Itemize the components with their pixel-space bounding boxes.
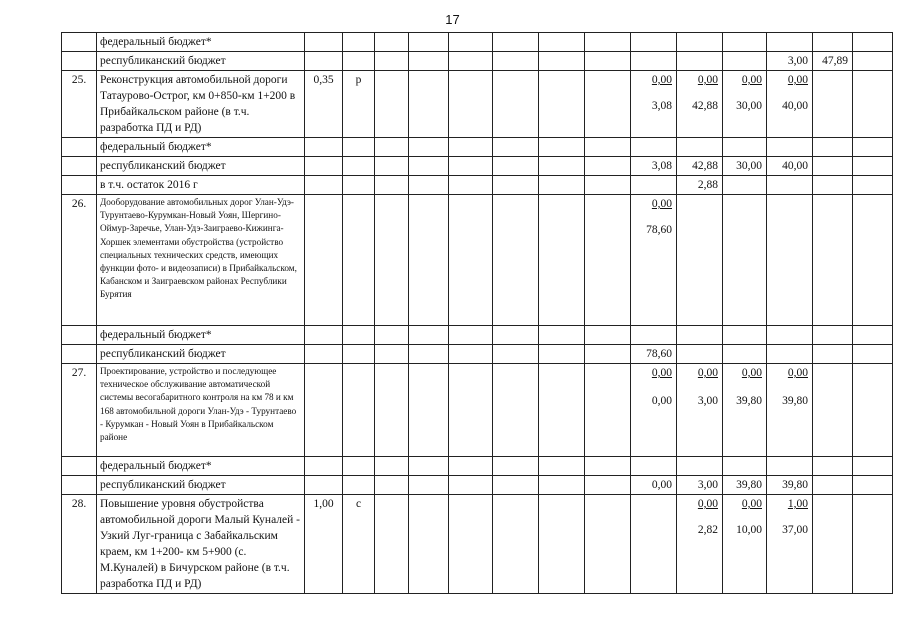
table-cell xyxy=(62,52,97,71)
value-cell: 39,80 xyxy=(736,395,762,407)
table-cell xyxy=(409,457,449,476)
table-cell xyxy=(585,457,631,476)
table-cell xyxy=(62,476,97,495)
table-cell xyxy=(813,495,853,594)
budget-label: федеральный бюджет* xyxy=(97,457,305,476)
table-cell xyxy=(677,457,723,476)
table-cell xyxy=(375,476,409,495)
table-cell xyxy=(305,52,343,71)
table-cell xyxy=(62,157,97,176)
table-cell xyxy=(585,176,631,195)
item-length: 0,35 xyxy=(305,71,343,138)
table-cell xyxy=(493,157,539,176)
value-cell: 2,82 xyxy=(697,524,718,536)
table-cell xyxy=(723,138,767,157)
table-cell xyxy=(585,476,631,495)
table-cell xyxy=(343,326,375,345)
table-cell xyxy=(677,364,723,457)
table-cell xyxy=(853,326,893,345)
table-cell xyxy=(493,71,539,138)
table-cell xyxy=(343,476,375,495)
table-row xyxy=(62,157,893,176)
table-row xyxy=(62,71,893,138)
table-cell xyxy=(813,33,853,52)
table-cell xyxy=(853,364,893,457)
table-cell xyxy=(585,364,631,457)
table-cell xyxy=(813,71,853,138)
table-cell xyxy=(449,138,493,157)
table-cell xyxy=(767,176,813,195)
table-cell xyxy=(343,52,375,71)
table-cell xyxy=(631,457,677,476)
table-cell xyxy=(723,364,767,457)
table-cell xyxy=(409,326,449,345)
budget-label: федеральный бюджет* xyxy=(97,326,305,345)
table-cell xyxy=(409,476,449,495)
table-cell xyxy=(375,157,409,176)
table-cell xyxy=(409,138,449,157)
table-cell xyxy=(723,345,767,364)
table-cell xyxy=(853,71,893,138)
table-cell xyxy=(343,345,375,364)
table-cell xyxy=(813,195,853,326)
table-cell xyxy=(343,457,375,476)
table-cell xyxy=(375,345,409,364)
table-cell xyxy=(449,157,493,176)
table-cell xyxy=(449,364,493,457)
table-cell xyxy=(723,176,767,195)
table-cell xyxy=(631,495,677,594)
table-cell xyxy=(343,157,375,176)
table-row xyxy=(62,495,893,594)
budget-label: республиканский бюджет xyxy=(97,345,305,364)
table-cell xyxy=(62,345,97,364)
table-cell xyxy=(539,52,585,71)
table-cell xyxy=(853,195,893,326)
value-cell: 37,00 xyxy=(782,524,808,536)
table-cell xyxy=(343,33,375,52)
table-cell xyxy=(585,33,631,52)
table-cell xyxy=(375,495,409,594)
table-cell xyxy=(677,345,723,364)
table-cell xyxy=(723,195,767,326)
table-cell xyxy=(62,326,97,345)
table-cell: 2,88 xyxy=(677,176,723,195)
item-number: 27. xyxy=(62,364,97,457)
value-cell: 3,08 xyxy=(651,100,672,112)
table-cell xyxy=(677,495,723,594)
table-cell xyxy=(305,195,343,326)
table-cell: 3,00 xyxy=(677,476,723,495)
budget-table xyxy=(61,32,893,594)
item-length: 1,00 xyxy=(305,495,343,594)
table-cell xyxy=(585,495,631,594)
table-cell xyxy=(409,364,449,457)
budget-label: республиканский бюджет xyxy=(97,476,305,495)
table-cell xyxy=(493,457,539,476)
budget-label: республиканский бюджет xyxy=(97,52,305,71)
table-cell xyxy=(677,138,723,157)
table-cell xyxy=(631,71,677,138)
table-cell xyxy=(449,195,493,326)
table-cell xyxy=(539,176,585,195)
value-cell: 0,00 xyxy=(651,198,672,210)
table-cell xyxy=(449,495,493,594)
table-cell xyxy=(631,138,677,157)
item-mark: р xyxy=(343,71,375,138)
table-cell xyxy=(853,52,893,71)
table-cell xyxy=(449,457,493,476)
table-row xyxy=(62,176,893,195)
table-cell xyxy=(539,457,585,476)
value-cell: 42,88 xyxy=(692,100,718,112)
table-cell: 39,80 xyxy=(723,476,767,495)
table-cell xyxy=(767,138,813,157)
table-cell xyxy=(493,326,539,345)
budget-label: федеральный бюджет* xyxy=(97,138,305,157)
table-cell xyxy=(305,364,343,457)
table-cell xyxy=(585,195,631,326)
table-cell xyxy=(677,326,723,345)
table-cell xyxy=(539,157,585,176)
table-cell xyxy=(723,52,767,71)
table-cell xyxy=(585,345,631,364)
item-description: Реконструкция автомобильной дороги Татаурово-Острог, км 0+850-км 1+200 в Прибайкальском районе (в т.ч. разработка ПД и РД) xyxy=(97,71,305,138)
table-cell xyxy=(375,457,409,476)
table-cell xyxy=(375,71,409,138)
table-cell xyxy=(305,457,343,476)
table-cell xyxy=(409,195,449,326)
table-cell xyxy=(305,157,343,176)
table-cell xyxy=(853,457,893,476)
table-cell xyxy=(539,495,585,594)
table-cell xyxy=(853,476,893,495)
table-cell: 78,60 xyxy=(631,345,677,364)
table-cell xyxy=(723,71,767,138)
table-cell xyxy=(585,326,631,345)
value-cell: 47,89 xyxy=(813,52,853,71)
table-cell: 0,00 xyxy=(631,476,677,495)
table-cell xyxy=(493,33,539,52)
value-cell: 0,00 xyxy=(697,74,718,86)
table-cell xyxy=(62,138,97,157)
table-cell xyxy=(449,326,493,345)
table-row xyxy=(62,457,893,476)
table-row xyxy=(62,138,893,157)
table-cell xyxy=(853,138,893,157)
table-cell xyxy=(343,138,375,157)
table-cell xyxy=(449,476,493,495)
table-cell xyxy=(813,157,853,176)
table-cell xyxy=(631,195,677,326)
table-cell xyxy=(813,457,853,476)
table-cell xyxy=(409,157,449,176)
value-cell: 3,00 xyxy=(767,52,813,71)
table-cell xyxy=(723,457,767,476)
table-cell xyxy=(375,52,409,71)
table-cell xyxy=(539,345,585,364)
table-cell xyxy=(409,33,449,52)
table-cell xyxy=(493,476,539,495)
item-description: Дооборудование автомобильных дорог Улан-Удэ-Турунтаево-Курумкан-Новый Уоян, Шергино-Оймур-Заречье, Улан-Удэ-Заиграево-Кижинга-Хоршек элементами обустройства (устройство специальных технических средств, имеющих функции фото- и видеозаписи) в Прибайкальском, Кабанском и Заиграевском районах Республики Бурятия xyxy=(97,195,305,326)
table-cell xyxy=(493,364,539,457)
table-cell xyxy=(813,326,853,345)
table-cell: 42,88 xyxy=(677,157,723,176)
table-cell xyxy=(343,195,375,326)
value-cell: 0,00 xyxy=(741,367,762,379)
table-cell xyxy=(375,326,409,345)
table-cell xyxy=(767,345,813,364)
table-row xyxy=(62,195,893,326)
item-number: 25. xyxy=(62,71,97,138)
table-cell xyxy=(631,326,677,345)
item-description: Повышение уровня обустройства автомобильной дороги Малый Куналей - Узкий Луг-граница с Забайкальским краем, км 1+200- км 5+900 (с. М.Куналей) в Бичурском районе (в т.ч. разработка ПД и РД) xyxy=(97,495,305,594)
table-cell xyxy=(375,138,409,157)
table-cell xyxy=(767,364,813,457)
value-cell: 3,00 xyxy=(697,395,718,407)
table-cell xyxy=(305,138,343,157)
table-cell xyxy=(631,52,677,71)
table-cell xyxy=(305,33,343,52)
table-cell xyxy=(493,52,539,71)
table-cell xyxy=(585,71,631,138)
item-number: 28. xyxy=(62,495,97,594)
table-cell xyxy=(449,345,493,364)
table-cell xyxy=(677,71,723,138)
value-cell: 10,00 xyxy=(736,524,762,536)
value-cell: 39,80 xyxy=(782,395,808,407)
item-description: Проектирование, устройство и последующее техническое обслуживание автоматической системы весогабаритного контроля на км 78 и км 168 автомобильной дороги Улан-Удэ - Турунтаево - Курумкан - Новый Уоян в Прибайкальском районе xyxy=(97,364,305,457)
table-row xyxy=(62,326,893,345)
table-row xyxy=(62,52,893,71)
table-cell xyxy=(449,71,493,138)
table-cell xyxy=(493,345,539,364)
table-cell xyxy=(767,495,813,594)
budget-label: федеральный бюджет* xyxy=(97,33,305,52)
table-cell xyxy=(853,176,893,195)
table-cell: 40,00 xyxy=(767,157,813,176)
value-cell: 1,00 xyxy=(787,498,808,510)
table-cell xyxy=(813,138,853,157)
table-row xyxy=(62,33,893,52)
table-cell xyxy=(62,33,97,52)
value-cell: 0,00 xyxy=(741,498,762,510)
table-cell xyxy=(305,326,343,345)
table-row xyxy=(62,345,893,364)
table-cell xyxy=(493,495,539,594)
table-cell xyxy=(723,33,767,52)
table-cell xyxy=(767,33,813,52)
table-cell xyxy=(631,176,677,195)
value-cell: 0,00 xyxy=(651,395,672,407)
table-cell xyxy=(853,495,893,594)
table-cell xyxy=(585,157,631,176)
table-cell xyxy=(631,33,677,52)
table-cell xyxy=(493,138,539,157)
value-cell: 0,00 xyxy=(651,367,672,379)
item-mark: с xyxy=(343,495,375,594)
budget-label: в т.ч. остаток 2016 г xyxy=(97,176,305,195)
table-cell xyxy=(539,195,585,326)
table-cell xyxy=(305,345,343,364)
table-row xyxy=(62,364,893,457)
table-cell xyxy=(305,176,343,195)
table-cell xyxy=(375,33,409,52)
table-cell xyxy=(449,52,493,71)
table-cell xyxy=(539,138,585,157)
value-cell: 0,00 xyxy=(697,498,718,510)
table-cell xyxy=(677,195,723,326)
table-cell xyxy=(767,195,813,326)
table-cell xyxy=(767,457,813,476)
table-cell xyxy=(539,364,585,457)
table-cell xyxy=(409,345,449,364)
table-cell xyxy=(631,364,677,457)
item-number: 26. xyxy=(62,195,97,326)
table-cell xyxy=(449,33,493,52)
table-row xyxy=(62,476,893,495)
table-cell xyxy=(813,364,853,457)
table-cell xyxy=(853,157,893,176)
table-cell: 39,80 xyxy=(767,476,813,495)
table-cell xyxy=(677,52,723,71)
table-cell xyxy=(813,476,853,495)
table-cell xyxy=(585,52,631,71)
table-cell xyxy=(767,326,813,345)
table-cell xyxy=(493,195,539,326)
table-cell xyxy=(723,326,767,345)
value-cell: 0,00 xyxy=(697,367,718,379)
value-cell: 0,00 xyxy=(651,74,672,86)
table-cell xyxy=(343,364,375,457)
table-cell xyxy=(539,71,585,138)
table-cell xyxy=(409,71,449,138)
value-cell: 78,60 xyxy=(646,224,672,236)
table-cell xyxy=(539,326,585,345)
table-cell xyxy=(585,138,631,157)
table-cell xyxy=(767,71,813,138)
table-cell xyxy=(409,52,449,71)
table-cell xyxy=(853,345,893,364)
table-cell: 30,00 xyxy=(723,157,767,176)
value-cell: 0,00 xyxy=(787,367,808,379)
table-cell xyxy=(62,457,97,476)
table-cell xyxy=(723,495,767,594)
value-cell: 40,00 xyxy=(782,100,808,112)
table-cell xyxy=(305,476,343,495)
table-cell xyxy=(375,176,409,195)
value-cell: 0,00 xyxy=(741,74,762,86)
table-cell: 3,08 xyxy=(631,157,677,176)
table-cell xyxy=(677,33,723,52)
table-cell xyxy=(449,176,493,195)
table-cell xyxy=(62,176,97,195)
value-cell: 0,00 xyxy=(787,74,808,86)
value-cell: 30,00 xyxy=(736,100,762,112)
table-cell xyxy=(813,345,853,364)
table-cell xyxy=(375,195,409,326)
table-cell xyxy=(813,176,853,195)
table-cell xyxy=(539,476,585,495)
table-cell xyxy=(375,364,409,457)
table-cell xyxy=(409,495,449,594)
table-cell xyxy=(343,176,375,195)
page-number: 17 xyxy=(445,12,460,27)
table-cell xyxy=(493,176,539,195)
table-cell xyxy=(853,33,893,52)
table-cell xyxy=(539,33,585,52)
budget-label: республиканский бюджет xyxy=(97,157,305,176)
table-cell xyxy=(409,176,449,195)
